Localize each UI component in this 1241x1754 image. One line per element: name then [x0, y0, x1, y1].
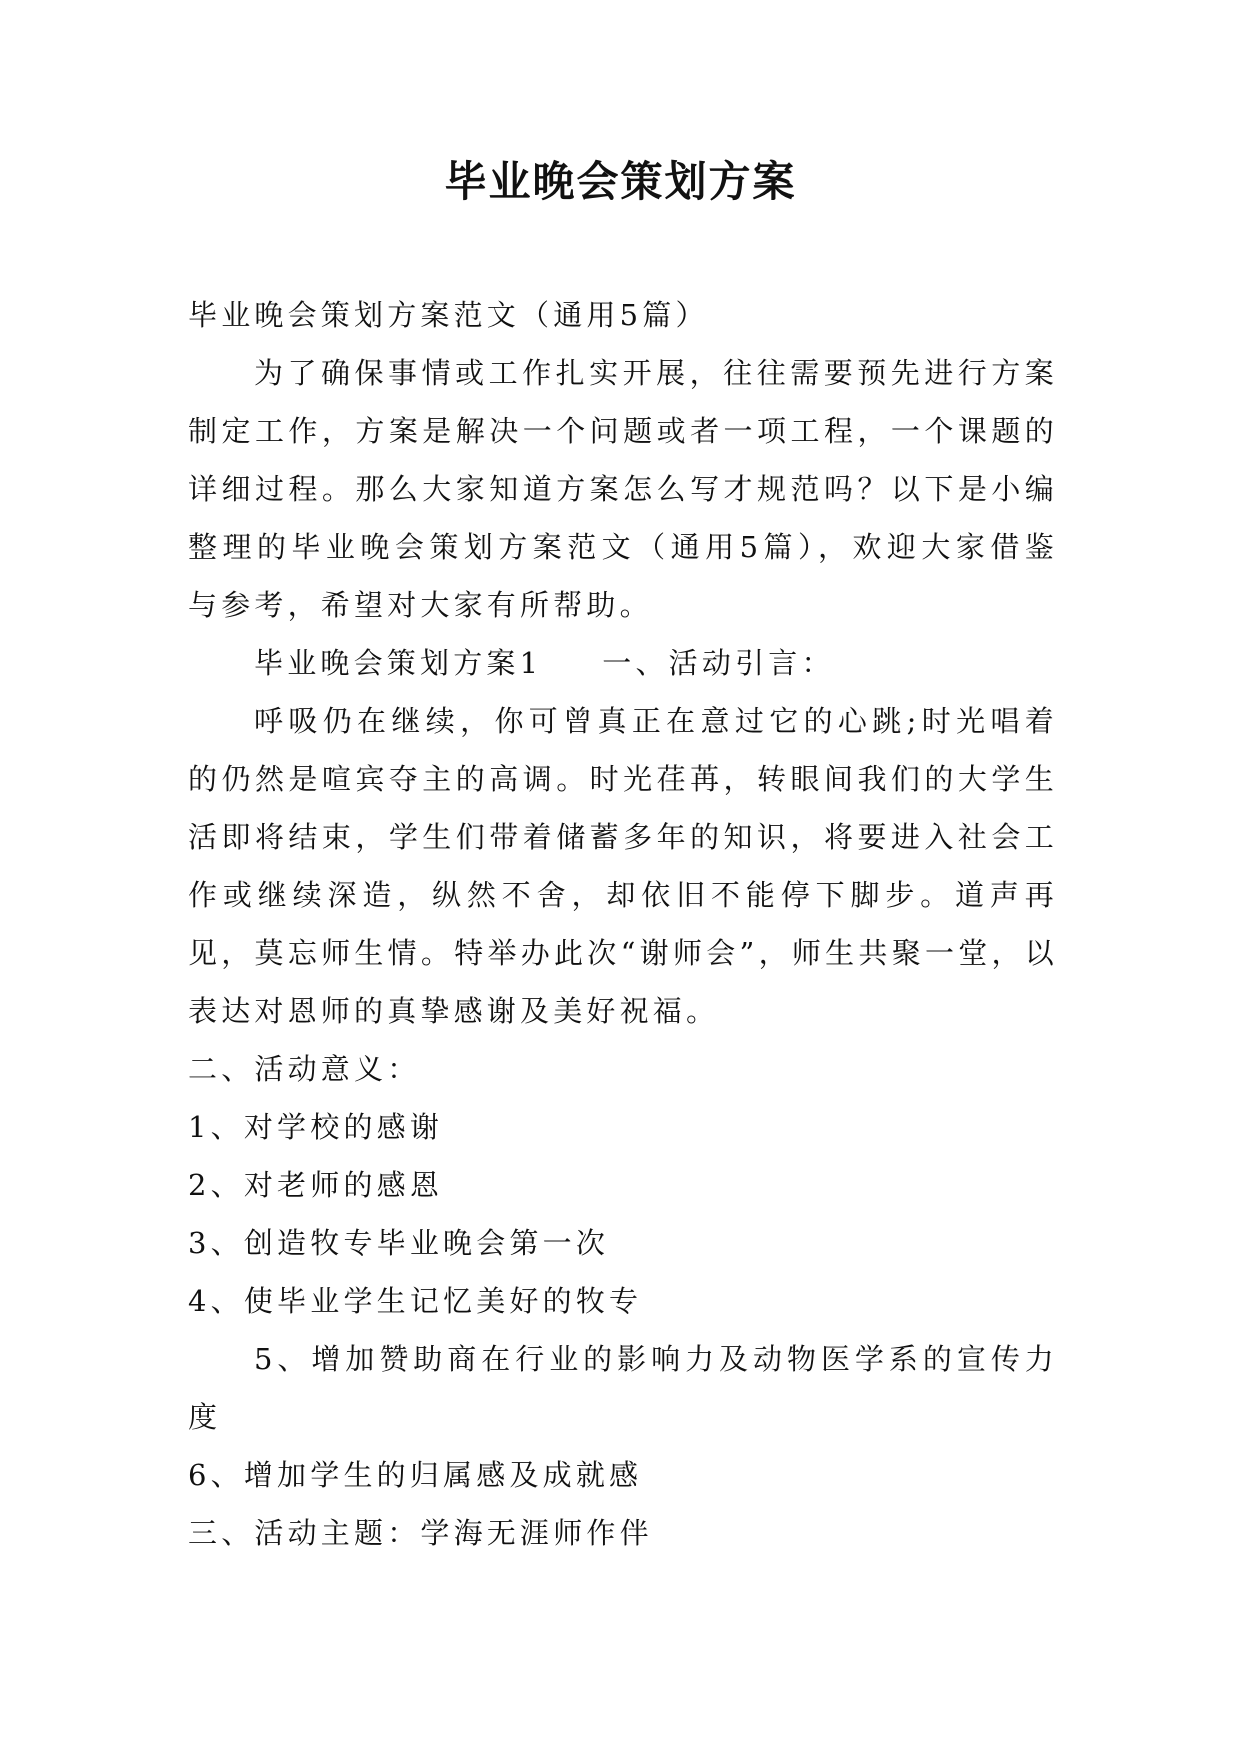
section-1-heading: 一、活动引言：: [602, 646, 835, 680]
section-1-line: [188, 634, 1058, 692]
list-item: 3、创造牧专毕业晚会第一次: [188, 1226, 610, 1260]
list-item: 2、对老师的感恩: [188, 1168, 444, 1202]
theme-line: 三、活动主题：学海无涯师作伴: [188, 1516, 653, 1550]
document-title: 毕业晚会策划方案: [444, 157, 797, 206]
list-item: 5、增加赞助商在行业的影响力及动物医学系的宣传力度: [188, 1342, 1058, 1434]
significance-heading: 二、活动意义：: [188, 1052, 421, 1086]
section-1-title: 毕业晚会策划方案1: [254, 646, 543, 680]
document-body: [188, 286, 1058, 1562]
list-item: 6、增加学生的归属感及成就感: [188, 1458, 643, 1492]
document-subtitle: 毕业晚会策划方案范文（通用5篇）: [188, 298, 709, 332]
intro-paragraph: 为了确保事情或工作扎实开展，往往需要预先进行方案制定工作，方案是解决一个问题或者一项工程，一个课题的详细过程。那么大家知道方案怎么写才规范吗？以下是小编整理的毕业晚会策划方案范文（通用5篇），欢迎大家借鉴与参考，希望对大家有所帮助。: [188, 356, 1058, 622]
preface-paragraph: 呼吸仍在继续，你可曾真正在意过它的心跳;时光唱着的仍然是喧宾夺主的高调。时光荏苒，转眼间我们的大学生活即将结束，学生们带着储蓄多年的知识，将要进入社会工作或继续深造，纵然不舍，却依旧不能停下脚步。道声再见，莫忘师生情。特举办此次“谢师会”，师生共聚一堂，以表达对恩师的真挚感谢及美好祝福。: [188, 704, 1058, 1028]
list-item: 4、使毕业学生记忆美好的牧专: [188, 1284, 643, 1318]
list-item: 1、对学校的感谢: [188, 1110, 444, 1144]
